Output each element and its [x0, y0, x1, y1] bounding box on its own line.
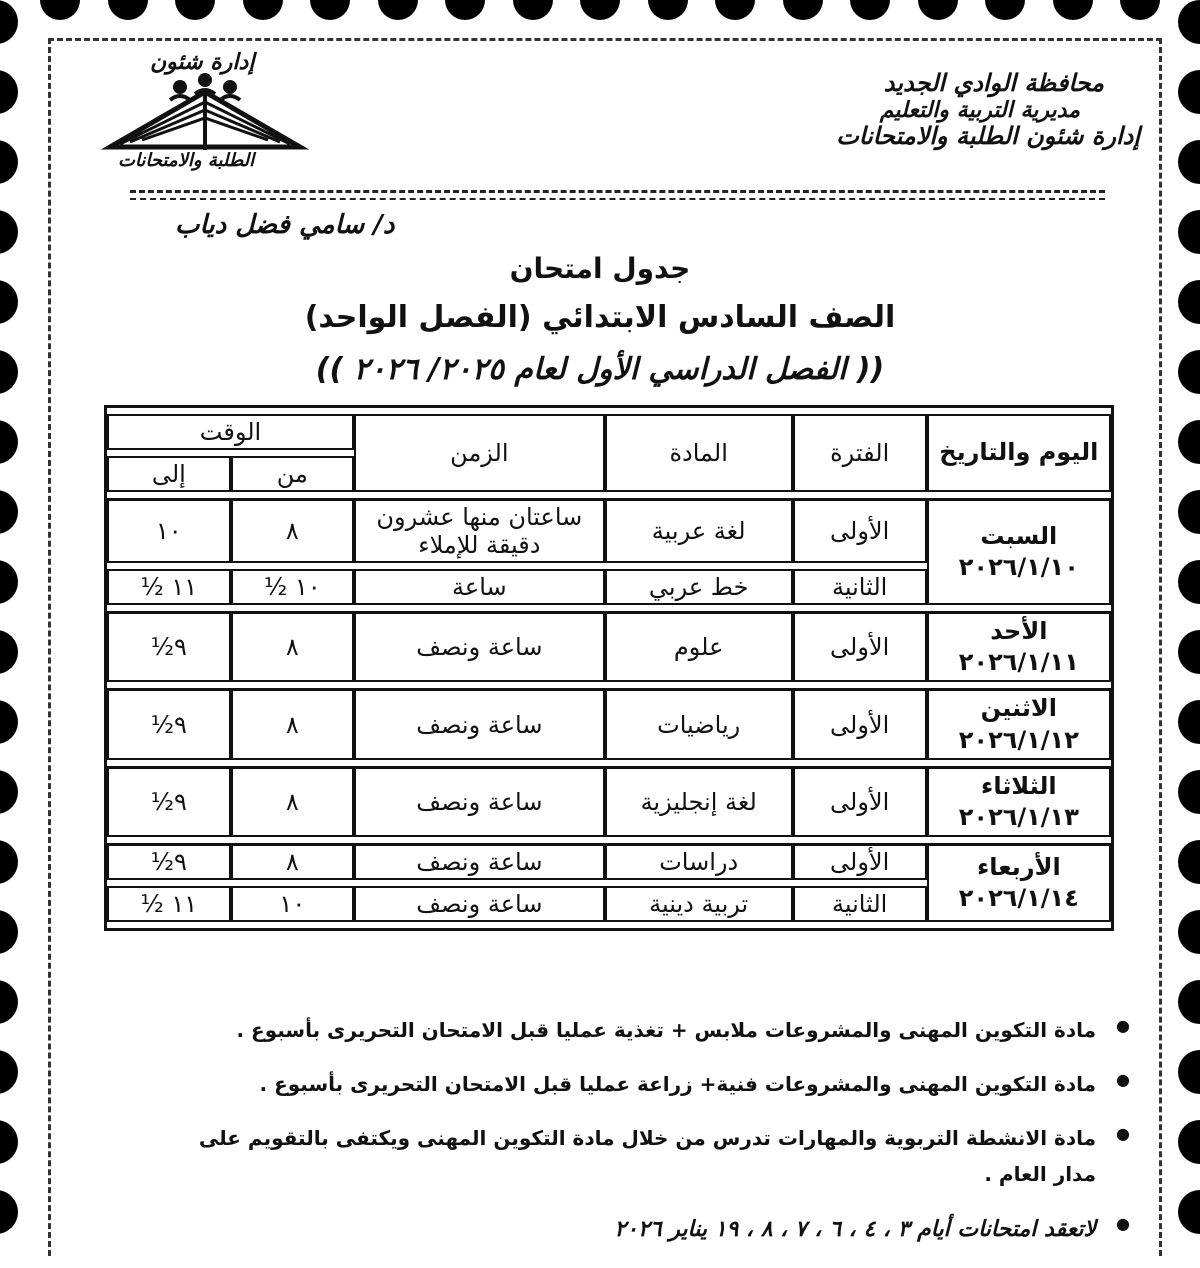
separator-line: [130, 190, 1105, 193]
governorate: محافظة الوادي الجديد: [883, 69, 1104, 97]
subject-cell: لغة إنجليزية: [605, 766, 793, 837]
to-cell: ١١ ½: [107, 886, 231, 922]
table-row: [107, 688, 1111, 759]
day-name: الأحد: [990, 617, 1048, 645]
to-cell: ٩½: [107, 843, 231, 880]
period-cell: الثانية: [793, 569, 927, 605]
subject-cell: تربية دينية: [605, 886, 793, 922]
day-cell: [927, 766, 1111, 837]
term-title: (( الفصل الدراسي الأول لعام ٢٠٢٥/ ٢٠٢٦ )): [315, 352, 885, 387]
period-cell: الأولى: [793, 498, 927, 563]
duration-cell: ساعتان منها عشرون دقيقة للإملاء: [354, 498, 605, 563]
header-subject: المادة: [605, 414, 793, 492]
table-row: [107, 766, 1111, 837]
day-cell: [927, 498, 1111, 605]
header-time: الوقت: [107, 414, 354, 450]
table-header-row: [107, 414, 1111, 450]
from-cell: ٨: [231, 843, 354, 880]
to-cell: ١١ ½: [107, 569, 231, 605]
table-row: [107, 843, 1111, 880]
to-cell: ١٠: [107, 498, 231, 563]
separator-line: [130, 198, 1105, 200]
header-duration: الزمن: [354, 414, 605, 492]
table-row: [107, 498, 1111, 563]
period-cell: الأولى: [793, 688, 927, 759]
header-period: الفترة: [793, 414, 927, 492]
to-cell: ٩½: [107, 766, 231, 837]
from-cell: ٨: [231, 498, 354, 563]
grade-title: الصف السادس الابتدائي (الفصل الواحد): [304, 300, 896, 335]
duration-cell: ساعة ونصف: [354, 688, 605, 759]
left-border-holes: [0, 0, 18, 1263]
subject-cell: خط عربي: [605, 569, 793, 605]
duration-cell: ساعة ونصف: [354, 886, 605, 922]
issuer-header: [836, 70, 1140, 150]
note-item: ● لاتعقد امتحانات أيام ٣ ، ٤ ، ٦ ، ٧ ، ٨ ، ١٩ يناير ٢٠٢٦: [150, 1210, 1130, 1250]
table-row: [107, 611, 1111, 682]
right-border-holes: [1182, 0, 1200, 1263]
day-name: الأربعاء: [976, 852, 1061, 881]
duration-cell: ساعة ونصف: [354, 843, 605, 880]
period-cell: الثانية: [793, 886, 927, 922]
subject-cell: دراسات: [605, 843, 793, 880]
day-cell: [927, 843, 1111, 922]
from-cell: ١٠ ½: [231, 569, 354, 605]
to-cell: ٩½: [107, 688, 231, 759]
subject-cell: علوم: [605, 611, 793, 682]
header-day: اليوم والتاريخ: [927, 414, 1111, 492]
note-item: ● مادة التكوين المهنى والمشروعات فنية+ زراعة عمليا قبل الامتحان التحريرى بأسبوع .: [150, 1066, 1130, 1102]
logo-text-top: إدارة شئون: [150, 50, 255, 75]
from-cell: ٨: [231, 611, 354, 682]
header-to: إلى: [107, 456, 231, 492]
period-cell: الأولى: [793, 766, 927, 837]
period-cell: الأولى: [793, 843, 927, 880]
exam-schedule-table: [104, 405, 1114, 931]
day-cell: [927, 688, 1111, 759]
top-border-holes: [40, 0, 1160, 20]
day-name: الثلاثاء: [981, 771, 1057, 800]
subject-cell: لغة عربية: [605, 498, 793, 563]
logo-text-bottom: الطلبة والامتحانات: [118, 150, 255, 171]
notes-list: [150, 1012, 1130, 1268]
from-cell: ٨: [231, 688, 354, 759]
official-name: د/ سامي فضل دياب: [175, 210, 395, 240]
duration-cell: ساعة ونصف: [354, 766, 605, 837]
note-item: ● مادة الانشطة التربوية والمهارات تدرس من خلال مادة التكوين المهنى ويكتفى بالتقويم على مدار العام .: [150, 1120, 1130, 1192]
department: إدارة شئون الطلبة والامتحانات: [836, 121, 1140, 150]
duration-cell: ساعة: [354, 569, 605, 605]
day-name: الاثنين: [980, 694, 1057, 723]
note-item: ● مادة التكوين المهنى والمشروعات ملابس + تغذية عمليا قبل الامتحان التحريرى بأسبوع .: [150, 1012, 1130, 1048]
day-date: ٢٠٢٦/١/١٠: [958, 553, 1079, 581]
to-cell: ٩½: [107, 611, 231, 682]
directorate: مديرية التربية والتعليم: [879, 97, 1080, 123]
from-cell: ٨: [231, 766, 354, 837]
day-date: ٢٠٢٦/١/١١: [958, 648, 1079, 677]
header-from: من: [231, 456, 354, 492]
day-date: ٢٠٢٦/١/١٤: [958, 884, 1079, 913]
schedule-title: جدول امتحان: [509, 252, 691, 285]
subject-cell: رياضيات: [605, 688, 793, 759]
from-cell: ١٠: [231, 886, 354, 922]
duration-cell: ساعة ونصف: [354, 611, 605, 682]
day-date: ٢٠٢٦/١/١٣: [958, 802, 1079, 831]
period-cell: الأولى: [793, 611, 927, 682]
day-cell: [927, 611, 1111, 682]
day-name: السبت: [980, 521, 1058, 550]
day-date: ٢٠٢٦/١/١٢: [958, 725, 1079, 754]
